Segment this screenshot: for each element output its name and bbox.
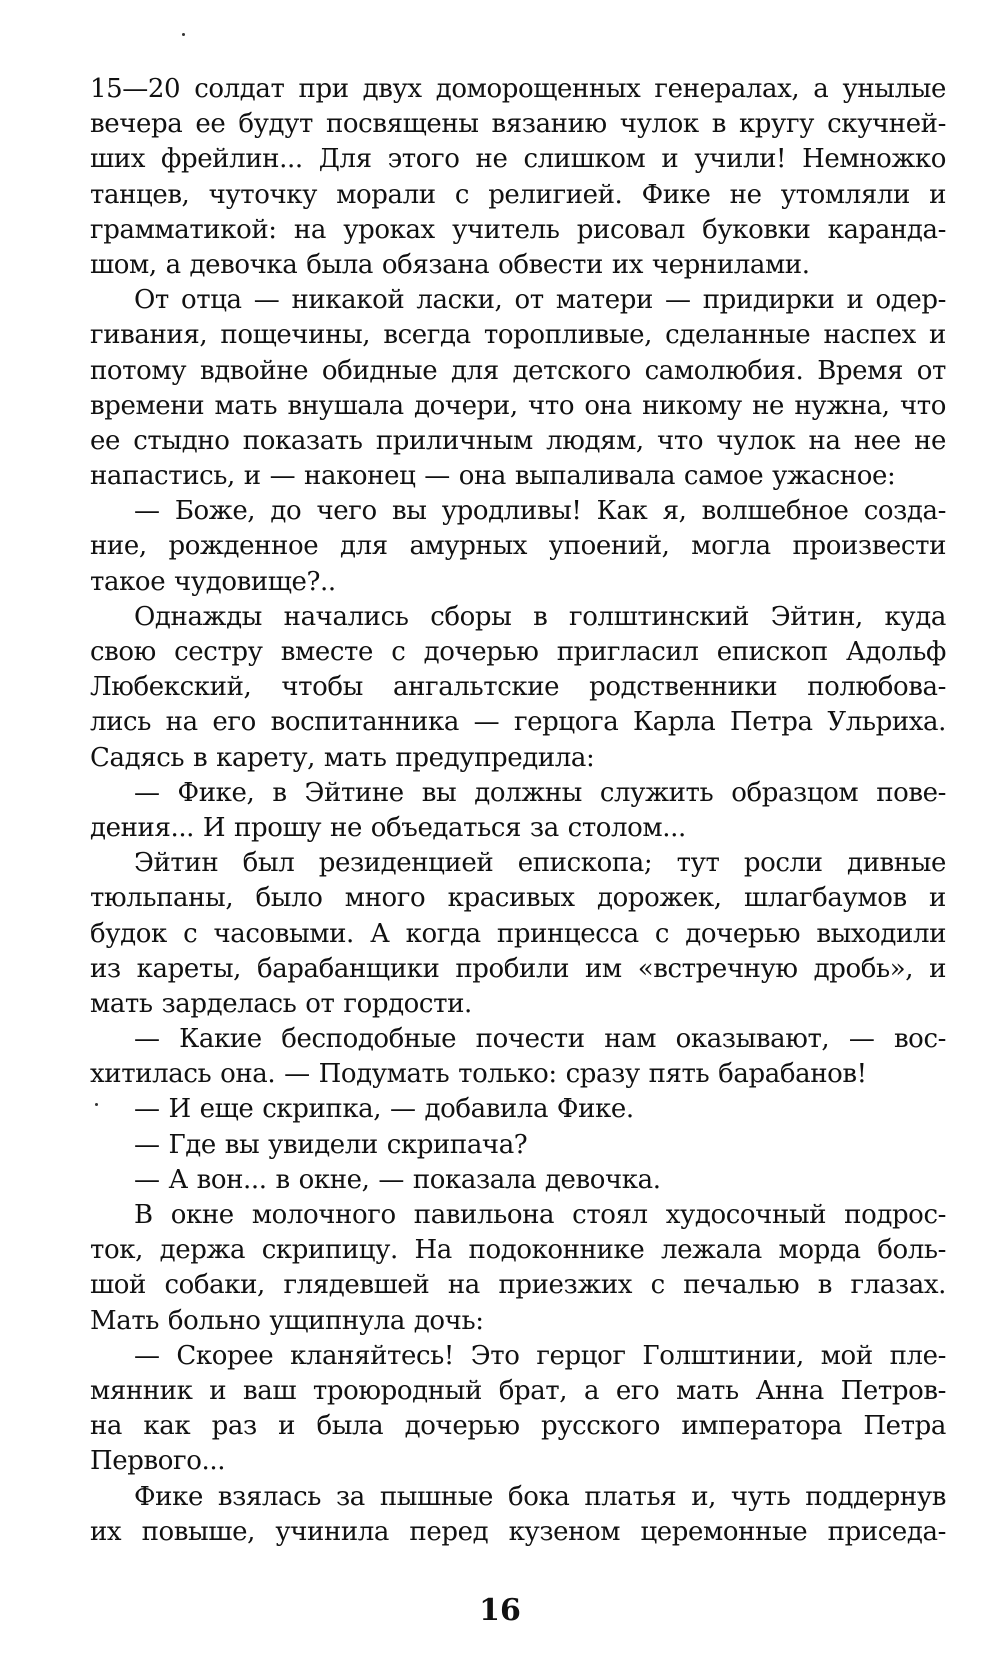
- text-line: Эйтин был резиденцией епископа; тут росли дивные: [134, 848, 946, 879]
- text-line: свою сестру вместе с дочерью пригласил епископ Адольф: [90, 637, 946, 667]
- text-line: их повыше, учинила перед кузеном церемонные приседа-: [90, 1516, 946, 1547]
- text-line: Однажды начались сборы в голштинский Эйтин, куда: [134, 601, 946, 632]
- text-line: напастись, и — наконец — она выпаливала самое ужасное:: [90, 461, 896, 492]
- text-line: будок с часовыми. А когда принцесса с дочерью выходили: [90, 918, 946, 949]
- text-line: ее стыдно показать приличным людям, что чулок на нее не: [90, 425, 946, 456]
- text-line: из кареты, барабанщики пробили им «встречную дробь», и: [90, 953, 946, 984]
- text-line: танцев, чуточку морали с религией. Фике не утомляли и: [90, 179, 946, 210]
- text-line: на как раз и была дочерью русского императора Петра: [90, 1411, 946, 1442]
- text-line: — Какие бесподобные почести нам оказывают, — вос-: [134, 1024, 946, 1055]
- text-line: мать зарделась от гордости.: [90, 988, 472, 1019]
- text-line: — И еще скрипка, — добавила Фике.: [134, 1094, 634, 1125]
- text-line: мянник и ваш троюродный брат, а его мать Анна Петров-: [90, 1375, 946, 1406]
- text-line: ших фрейлин... Для этого не слишком и учили! Немножко: [90, 144, 946, 175]
- text-line: В окне молочного павильона стоял худосочный подрос-: [134, 1200, 946, 1230]
- text-line: — Фике, в Эйтине вы должны служить образцом пове-: [134, 777, 946, 808]
- text-line: гивания, пощечины, всегда торопливые, сделанные наспех и: [90, 320, 946, 351]
- text-line: — Где вы увидели скрипача?: [134, 1129, 528, 1160]
- text-line: вечера ее будут посвящены вязанию чулок в кругу скучней-: [90, 109, 946, 140]
- text-line: ток, держа скрипицу. На подоконнике лежала морда боль-: [90, 1235, 946, 1266]
- text-line: Первого...: [90, 1446, 226, 1477]
- text-line: 15—20 солдат при двух доморощенных генералах, а унылые: [90, 74, 946, 104]
- text-line: Фике взялась за пышные бока платья и, чуть поддернув: [134, 1481, 946, 1512]
- text-line: — Скорее кланяйтесь! Это герцог Голштинии, мой пле-: [134, 1340, 946, 1371]
- text-line: шой собаки, глядевшей на приезжих с печалью в глазах.: [90, 1270, 946, 1301]
- page-body: [90, 72, 946, 1550]
- text-line: Мать больно ущипнула дочь:: [90, 1305, 484, 1336]
- text-line: лись на его воспитанника — герцога Карла Петра Ульриха.: [90, 707, 946, 738]
- text-line: дения... И прошу не объедаться за столом...: [90, 812, 686, 843]
- print-speck: [182, 33, 185, 36]
- text-line: — А вон... в окне, — показала девочка.: [134, 1164, 661, 1195]
- text-line: тюльпаны, было много красивых дорожек, шлагбаумов и: [90, 883, 946, 914]
- text-line: шом, а девочка была обязана обвести их чернилами.: [90, 249, 810, 280]
- text-line: такое чудовище?..: [90, 566, 336, 597]
- text-line: ние, рожденное для амурных упоений, могла произвести: [90, 531, 946, 562]
- text-line: Садясь в карету, мать предупредила:: [90, 742, 595, 773]
- text-line: грамматикой: на уроках учитель рисовал буковки каранда-: [90, 214, 946, 245]
- text-line: потому вдвойне обидные для детского самолюбия. Время от: [90, 355, 946, 386]
- text-line: — Боже, до чего вы уродливы! Как я, волшебное созда-: [134, 496, 946, 527]
- text-line: времени мать внушала дочери, что она никому не нужна, что: [90, 390, 946, 421]
- print-speck: [95, 1103, 98, 1106]
- text-line: Любекский, чтобы ангальтские родственники полюбова-: [90, 672, 946, 703]
- page-number: 16: [479, 1593, 521, 1628]
- text-line: От отца — никакой ласки, от матери — придирки и одер-: [134, 285, 946, 316]
- text-line: хитилась она. — Подумать только: сразу пять барабанов!: [90, 1059, 867, 1090]
